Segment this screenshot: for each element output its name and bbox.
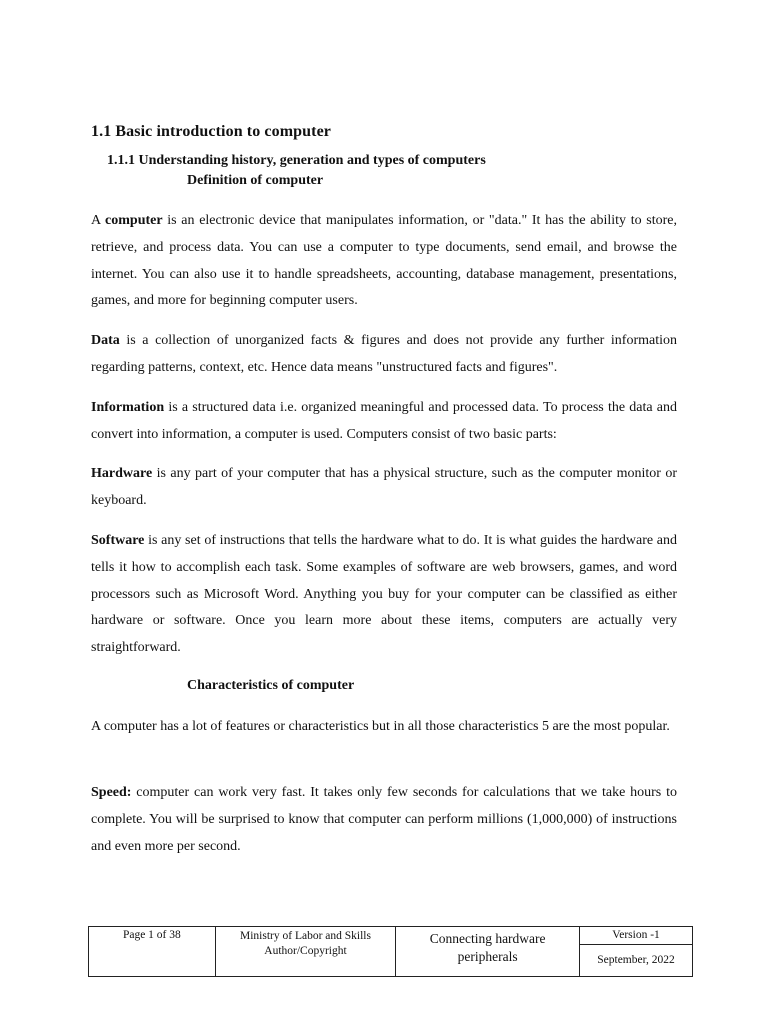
paragraph-hardware: [91, 461, 677, 515]
paragraph-text: computer can work very fast. It takes only few seconds for calculations that we take hours to complete. You will be surprised to know that computer can perform millions (1,000,000) of instructions and even more per second.: [91, 785, 677, 854]
paragraph-data: [91, 328, 677, 382]
paragraph-software: [91, 528, 677, 662]
paragraph-speed: [91, 780, 677, 860]
footer-version-cell: [579, 927, 692, 977]
term-computer: computer: [105, 213, 163, 228]
subsection-heading: 1.1.1 Understanding history, generation and types of computers: [107, 153, 486, 168]
footer-copyright: Author/Copyright: [264, 945, 347, 957]
characteristics-heading: Characteristics of computer: [187, 678, 355, 693]
page-footer-table: [88, 926, 693, 977]
footer-module-title: [396, 927, 580, 977]
paragraph-prefix: A: [91, 213, 106, 228]
footer-title-line2: peripherals: [457, 949, 518, 964]
paragraph-text: is a structured data i.e. organized meaningful and processed data. To process the data and convert into information, a computer is used. Computers consist of two basic parts:: [91, 400, 677, 442]
paragraph-text: is a collection of unorganized facts & figures and does not provide any further information regarding patterns, context, etc. Hence data means "unstructured facts and figures".: [91, 333, 677, 375]
paragraph-computer: [91, 208, 677, 315]
term-data: Data: [91, 333, 120, 348]
footer-organization: [215, 927, 396, 977]
paragraph-characteristics: A computer has a lot of features or characteristics but in all those characteristics 5 are the most popular.: [91, 719, 670, 734]
paragraph-text: is any set of instructions that tells the hardware what to do. It is what guides the hardware and tells it how to accomplish each task. Some examples of software are web browsers, games, and word processors such as Microsoft Word. Anything you buy for your computer can be classified as either hardware or software. Once you learn more about these items, computers are actually very straightforward.: [91, 533, 677, 656]
term-information: Information: [91, 400, 165, 415]
paragraph-text: is an electronic device that manipulates information, or "data." It has the ability to store, retrieve, and process data. You can use a computer to type documents, send email, and browse the internet. You can also use it to handle spreadsheets, accounting, database management, presentations, games, and more for beginning computer users.: [91, 213, 677, 309]
footer-title-line1: Connecting hardware: [429, 931, 546, 946]
paragraph-information: [91, 395, 677, 449]
definition-heading: Definition of computer: [187, 173, 324, 188]
footer-page-number: Page 1 of 38: [89, 927, 216, 977]
section-heading: 1.1 Basic introduction to computer: [91, 123, 331, 140]
term-hardware: Hardware: [91, 466, 153, 481]
footer-org-name: Ministry of Labor and Skills: [240, 930, 371, 942]
paragraph-text: is any part of your computer that has a physical structure, such as the computer monitor or keyboard.: [91, 466, 677, 508]
term-speed: Speed:: [91, 785, 132, 800]
term-software: Software: [91, 533, 145, 548]
footer-date: September, 2022: [597, 954, 675, 966]
footer-version: Version -1: [580, 927, 692, 945]
